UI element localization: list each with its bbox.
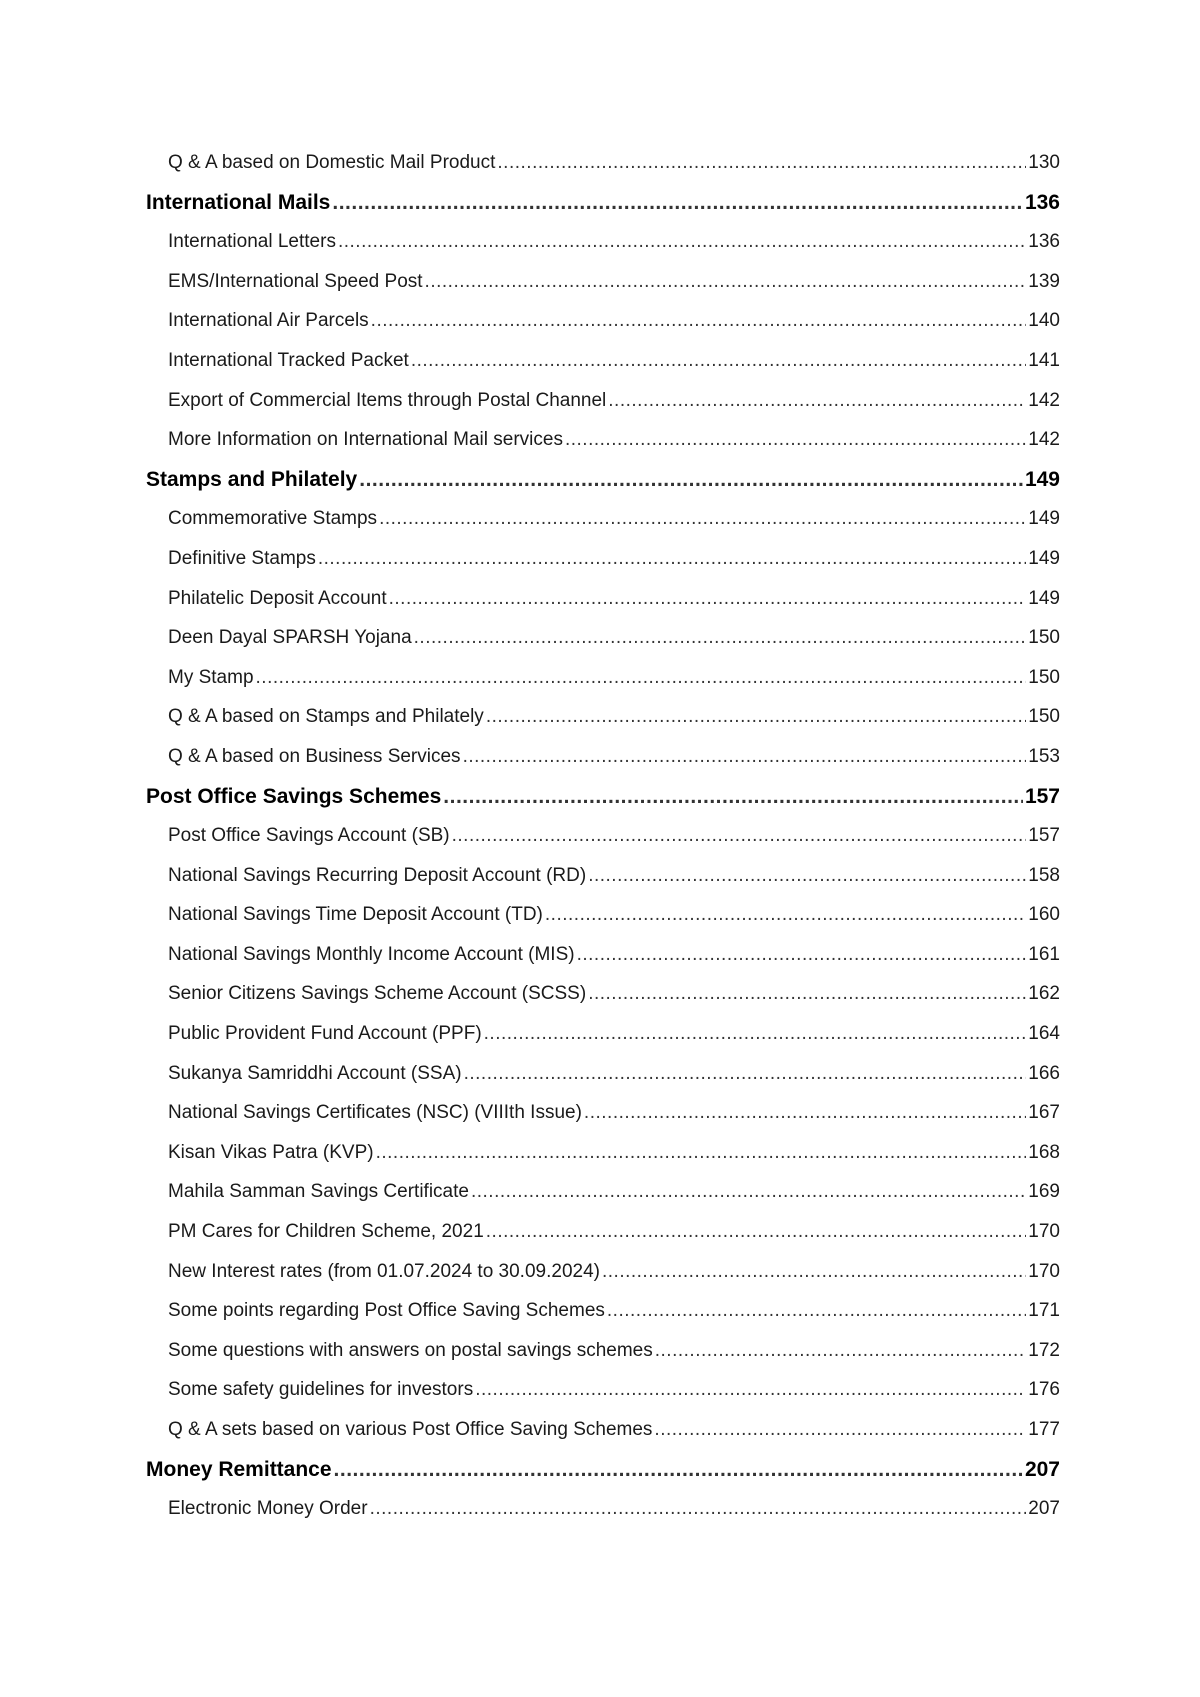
toc-section-entry[interactable] [146,183,1060,223]
toc-entry-page-number: 158 [1028,864,1060,886]
toc-entry-page-number: 164 [1028,1023,1060,1045]
toc-entry-page-number: 207 [1024,1457,1060,1481]
toc-subsection-entry[interactable] [146,1212,1060,1252]
dot-leader [584,1093,1026,1133]
toc-entry-page-number: 140 [1028,310,1060,332]
toc-subsection-entry[interactable] [146,737,1060,777]
toc-subsection-entry[interactable] [146,1291,1060,1331]
toc-entry-title: Post Office Savings Schemes [146,784,442,808]
dot-leader [475,1370,1026,1410]
dot-leader [577,935,1027,975]
toc-subsection-entry[interactable] [146,1370,1060,1410]
dot-leader [371,301,1027,341]
toc-section-entry[interactable] [146,460,1060,500]
toc-entry-title: Kisan Vikas Patra (KVP) [168,1141,374,1163]
toc-entry-title: More Information on International Mail services [168,429,563,451]
toc-subsection-entry[interactable] [146,1014,1060,1054]
dot-leader [379,499,1026,539]
dot-leader [332,183,1023,223]
toc-subsection-entry[interactable] [146,222,1060,262]
dot-leader [452,816,1027,856]
toc-entry-page-number: 136 [1028,231,1060,253]
toc-entry-title: Electronic Money Order [168,1498,368,1520]
toc-entry-title: National Savings Certificates (NSC) (VIIIth Issue) [168,1102,582,1124]
toc-subsection-entry[interactable] [146,579,1060,619]
toc-entry-title: International Tracked Packet [168,349,409,371]
dot-leader [588,856,1026,896]
toc-subsection-entry[interactable] [146,935,1060,975]
toc-entry-title: Senior Citizens Savings Scheme Account (SCSS) [168,983,587,1005]
toc-entry-page-number: 161 [1028,943,1060,965]
toc-entry-title: International Air Parcels [168,310,369,332]
dot-leader [370,1489,1027,1529]
toc-entry-title: Q & A based on Business Services [168,745,461,767]
dot-leader [414,618,1027,658]
toc-entry-title: Some safety guidelines for investors [168,1379,474,1401]
toc-entry-page-number: 162 [1028,983,1060,1005]
dot-leader [318,539,1026,579]
toc-entry-page-number: 171 [1028,1300,1060,1322]
dot-leader [389,579,1027,619]
dot-leader [655,1331,1027,1371]
toc-entry-title: Q & A based on Stamps and Philately [168,706,484,728]
toc-entry-page-number: 207 [1028,1498,1060,1520]
toc-subsection-entry[interactable] [146,618,1060,658]
toc-entry-page-number: 142 [1028,429,1060,451]
toc-entry-title: Stamps and Philately [146,467,358,491]
toc-entry-title: International Letters [168,231,336,253]
toc-entry-page-number: 172 [1028,1339,1060,1361]
toc-subsection-entry[interactable] [146,381,1060,421]
dot-leader [588,974,1026,1014]
toc-entry-title: Philatelic Deposit Account [168,587,387,609]
dot-leader [545,895,1026,935]
toc-subsection-entry[interactable] [146,1054,1060,1094]
toc-entry-page-number: 150 [1028,666,1060,688]
dot-leader [602,1252,1026,1292]
toc-entry-title: International Mails [146,190,331,214]
toc-entry-title: Public Provident Fund Account (PPF) [168,1023,482,1045]
toc-subsection-entry[interactable] [146,1172,1060,1212]
toc-entry-page-number: 176 [1028,1379,1060,1401]
toc-entry-title: Money Remittance [146,1457,332,1481]
toc-subsection-entry[interactable] [146,1331,1060,1371]
dot-leader [463,737,1027,777]
dot-leader [486,1212,1027,1252]
dot-leader [608,381,1026,421]
dot-leader [471,1172,1026,1212]
toc-subsection-entry[interactable] [146,1133,1060,1173]
toc-entry-title: Commemorative Stamps [168,508,378,530]
toc-entry-title: Deen Dayal SPARSH Yojana [168,627,412,649]
toc-subsection-entry[interactable] [146,262,1060,302]
dot-leader [464,1054,1027,1094]
toc-subsection-entry[interactable] [146,143,1060,183]
dot-leader [484,1014,1027,1054]
dot-leader [359,460,1023,500]
toc-entry-page-number: 150 [1028,627,1060,649]
toc-entry-title: My Stamp [168,666,254,688]
table-of-contents [146,143,1060,1529]
toc-entry-title: Q & A sets based on various Post Office Saving Schemes [168,1419,653,1440]
toc-section-entry[interactable] [146,1450,1060,1490]
toc-entry-page-number: 157 [1024,784,1060,808]
toc-entry-page-number: 167 [1028,1102,1060,1124]
dot-leader [338,222,1026,262]
toc-entry-title: Mahila Samman Savings Certificate [168,1181,469,1203]
toc-entry-title: Some questions with answers on postal savings schemes [168,1339,653,1361]
toc-entry-title: National Savings Time Deposit Account (TD) [168,904,543,926]
dot-leader [334,1450,1023,1490]
toc-entry-title: Post Office Savings Account (SB) [168,825,450,847]
toc-entry-page-number: 149 [1028,547,1060,569]
toc-entry-page-number: 153 [1028,745,1060,767]
toc-subsection-entry[interactable] [146,816,1060,856]
toc-entry-title: Q & A based on Domestic Mail Product [168,152,496,173]
toc-subsection-entry[interactable] [146,697,1060,737]
toc-subsection-entry[interactable] [146,341,1060,381]
toc-entry-page-number: 170 [1028,1221,1060,1243]
dot-leader [425,262,1027,302]
toc-entry-title: National Savings Monthly Income Account (MIS) [168,943,575,965]
toc-subsection-entry[interactable] [146,1489,1060,1529]
toc-subsection-entry[interactable] [146,420,1060,460]
toc-subsection-entry[interactable] [146,974,1060,1014]
toc-entry-page-number: 177 [1028,1419,1060,1440]
toc-subsection-entry[interactable] [146,539,1060,579]
toc-subsection-entry[interactable] [146,658,1060,698]
toc-entry-title: New Interest rates (from 01.07.2024 to 30.09.2024) [168,1260,600,1282]
toc-subsection-entry[interactable] [146,1093,1060,1133]
dot-leader [256,658,1027,698]
toc-entry-page-number: 170 [1028,1260,1060,1282]
toc-entry-title: Export of Commercial Items through Postal Channel [168,389,607,411]
dot-leader [411,341,1026,381]
toc-subsection-entry[interactable] [146,895,1060,935]
toc-entry-title: PM Cares for Children Scheme, 2021 [168,1221,484,1243]
dot-leader [565,420,1026,460]
toc-subsection-entry[interactable] [146,499,1060,539]
toc-entry-title: Some points regarding Post Office Saving Schemes [168,1300,605,1322]
toc-entry-page-number: 149 [1028,508,1060,530]
toc-entry-title: Definitive Stamps [168,547,316,569]
toc-subsection-entry[interactable] [146,1252,1060,1292]
toc-entry-page-number: 142 [1028,389,1060,411]
toc-subsection-entry[interactable] [146,1410,1060,1450]
toc-entry-page-number: 130 [1028,152,1060,173]
toc-entry-page-number: 149 [1024,467,1060,491]
toc-entry-page-number: 160 [1028,904,1060,926]
toc-subsection-entry[interactable] [146,856,1060,896]
toc-entry-page-number: 139 [1028,270,1060,292]
toc-subsection-entry[interactable] [146,301,1060,341]
toc-entry-page-number: 141 [1028,349,1060,371]
toc-entry-page-number: 157 [1028,825,1060,847]
dot-leader [486,697,1026,737]
dot-leader [443,777,1023,817]
toc-entry-page-number: 169 [1028,1181,1060,1203]
dot-leader [654,1410,1026,1450]
toc-entry-title: National Savings Recurring Deposit Account (RD) [168,864,587,886]
toc-entry-page-number: 168 [1028,1141,1060,1163]
toc-entry-page-number: 149 [1028,587,1060,609]
toc-section-entry[interactable] [146,777,1060,817]
toc-entry-title: Sukanya Samriddhi Account (SSA) [168,1062,462,1084]
toc-entry-title: EMS/International Speed Post [168,270,423,292]
dot-leader [376,1133,1027,1173]
dot-leader [607,1291,1026,1331]
toc-entry-page-number: 166 [1028,1062,1060,1084]
toc-entry-page-number: 136 [1024,190,1060,214]
toc-entry-page-number: 150 [1028,706,1060,728]
dot-leader [497,143,1026,183]
